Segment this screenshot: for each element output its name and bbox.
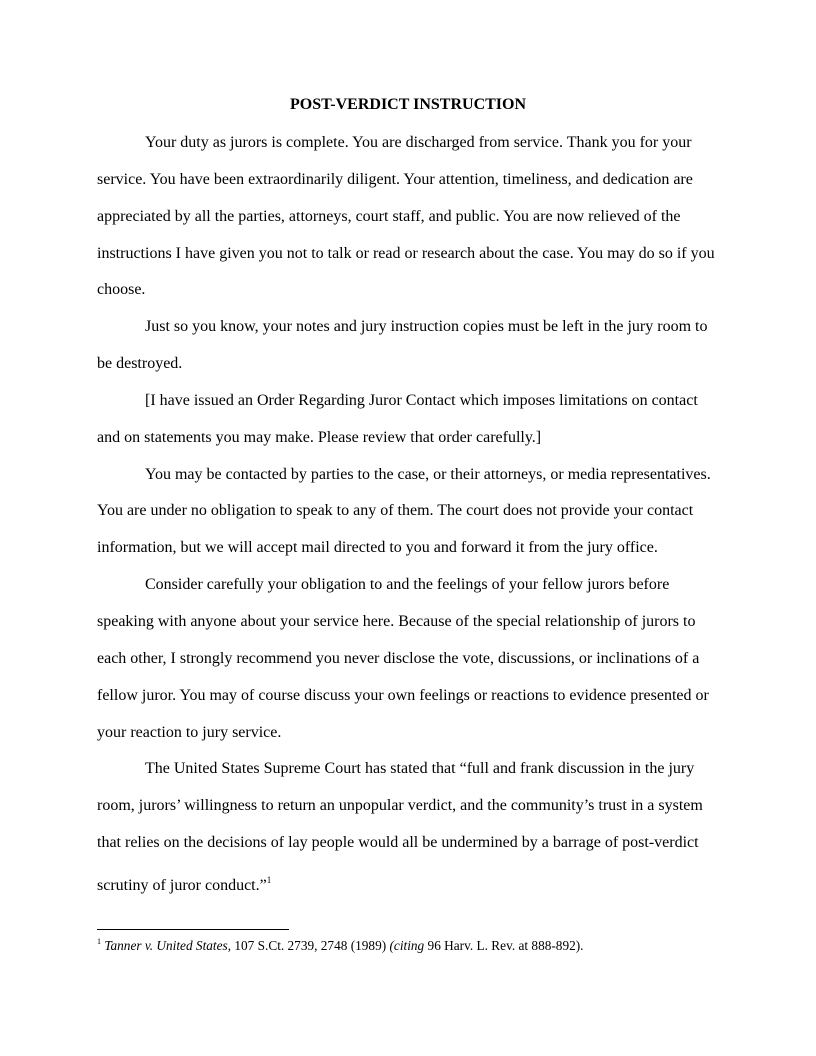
line-text: Your duty as jurors is complete. You are discharged from service. Thank you for your bbox=[145, 134, 692, 151]
footnote-number: 1 bbox=[97, 937, 101, 946]
footnote-source: 96 Harv. L. Rev. at 888-892). bbox=[424, 938, 584, 953]
text-line bbox=[97, 317, 737, 354]
line-text: appreciated by all the parties, attorneys, court staff, and public. You are now relieved of the bbox=[97, 207, 681, 225]
line-text: fellow juror. You may of course discuss your own feelings or reactions to evidence presented or bbox=[97, 686, 709, 704]
text-line bbox=[97, 612, 737, 649]
paragraph bbox=[97, 391, 737, 465]
line-text: that relies on the decisions of lay people would all be undermined by a barrage of post-verdict bbox=[97, 834, 699, 852]
line-text: instructions I have given you not to talk or read or research about the case. You may do so if you bbox=[97, 244, 715, 262]
line-text: information, but we will accept mail directed to you and forward it from the jury office. bbox=[97, 539, 658, 557]
text-line bbox=[97, 428, 737, 465]
page-title: POST-VERDICT INSTRUCTION bbox=[289, 96, 527, 113]
footnote-citation: , 107 S.Ct. 2739, 2748 (1989) bbox=[227, 938, 390, 953]
line-text: Just so you know, your notes and jury instruction copies must be left in the jury room to bbox=[145, 318, 708, 336]
line-text: be destroyed. bbox=[97, 355, 183, 373]
text-line bbox=[97, 649, 737, 686]
text-line bbox=[97, 686, 737, 723]
footnote-case-name: Tanner v. United States bbox=[104, 938, 228, 953]
footnote-citing: citing bbox=[393, 938, 425, 953]
text-line bbox=[97, 133, 737, 170]
line-text: room, jurors’ willingness to return an unpopular verdict, and the community’s trust in a system bbox=[97, 797, 703, 815]
text-line bbox=[97, 391, 737, 428]
footnote bbox=[97, 937, 584, 954]
text-line bbox=[97, 538, 737, 575]
paragraph bbox=[97, 759, 737, 906]
line-text: You are under no obligation to speak to any of them. The court does not provide your contact bbox=[97, 502, 694, 520]
text-line bbox=[97, 465, 737, 502]
line-text: each other, I strongly recommend you never disclose the vote, discussions, or inclinations of a bbox=[97, 649, 700, 667]
footnote-paren: ( bbox=[389, 938, 394, 953]
text-line bbox=[97, 833, 737, 870]
paragraph bbox=[97, 465, 737, 576]
text-line bbox=[97, 796, 737, 833]
text-line bbox=[97, 870, 737, 907]
line-text: [I have issued an Order Regarding Juror Contact which imposes limitations on contact bbox=[145, 391, 698, 409]
line-text: your reaction to jury service. bbox=[97, 723, 282, 741]
paragraph bbox=[97, 317, 737, 391]
paragraph bbox=[97, 133, 737, 317]
document-body bbox=[97, 133, 737, 907]
text-line bbox=[97, 723, 737, 760]
line-text: speaking with anyone about your service here. Because of the special relationship of jurors to bbox=[97, 612, 696, 630]
paragraph bbox=[97, 575, 737, 759]
text-line bbox=[97, 501, 737, 538]
line-text: The United States Supreme Court has stated that “full and frank discussion in the jury bbox=[145, 760, 695, 778]
text-line bbox=[97, 280, 737, 317]
line-text: choose. bbox=[97, 281, 146, 299]
footnote-divider bbox=[97, 929, 289, 930]
text-line bbox=[97, 170, 737, 207]
line-text: Consider carefully your obligation to and the feelings of your fellow jurors before bbox=[145, 576, 670, 594]
text-line bbox=[97, 207, 737, 244]
line-text: You may be contacted by parties to the case, or their attorneys, or media representatives. bbox=[145, 465, 711, 483]
text-line bbox=[97, 575, 737, 612]
text-line bbox=[97, 354, 737, 391]
line-text: service. You have been extraordinarily diligent. Your attention, timeliness, and dedication are bbox=[97, 170, 693, 188]
line-text: scrutiny of juror conduct.” bbox=[97, 876, 267, 894]
text-line bbox=[97, 759, 737, 796]
footnote-reference[interactable]: 1 bbox=[266, 874, 272, 885]
text-line bbox=[97, 244, 737, 281]
line-text: and on statements you may make. Please review that order carefully.] bbox=[97, 428, 542, 446]
